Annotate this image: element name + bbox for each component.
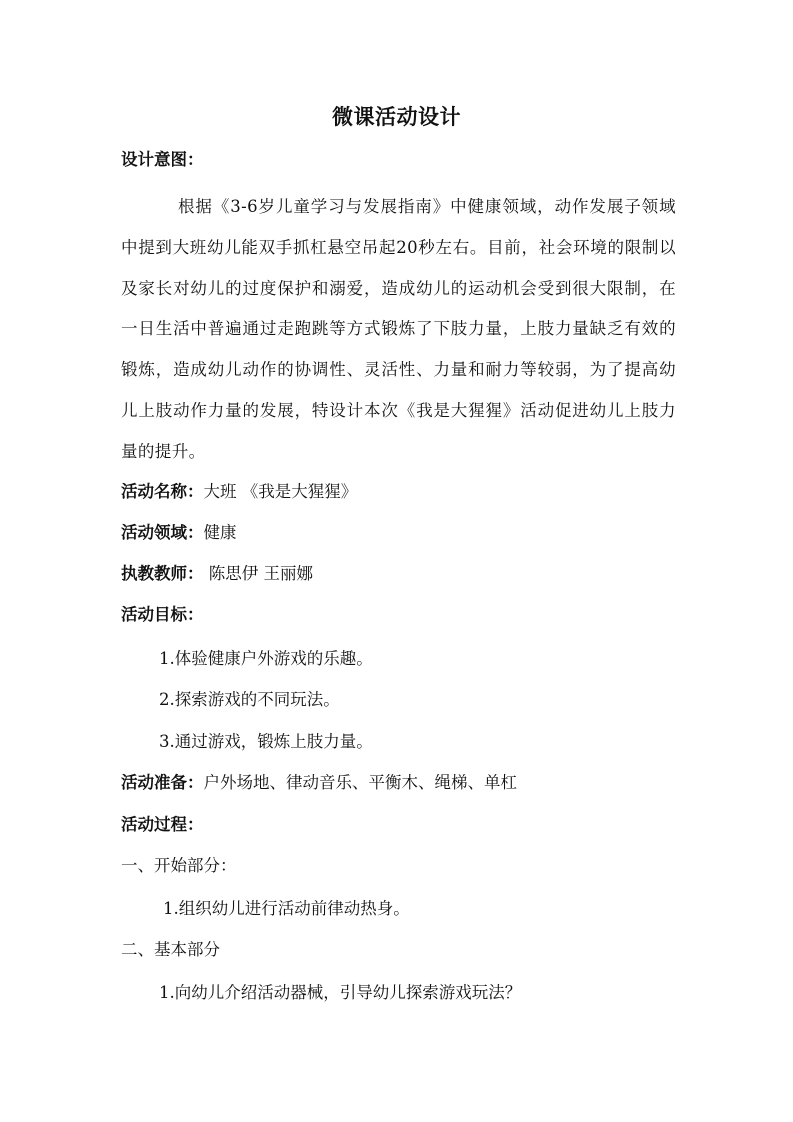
goal-item-1: 1.体验健康户外游戏的乐趣。: [159, 649, 373, 668]
goals-heading: 活动目标：: [121, 605, 204, 624]
prep-label: 活动准备：: [121, 773, 204, 792]
activity-name-row: [121, 481, 357, 503]
intent-heading: 设计意图：: [121, 150, 204, 169]
teacher-value: 陈思伊 王丽娜: [203, 564, 313, 583]
activity-name-value: 大班 《我是大猩猩》: [203, 482, 358, 501]
prep-value: 户外场地、律动音乐、平衡木、绳梯、单杠: [203, 773, 517, 792]
process-heading: 活动过程：: [121, 815, 204, 834]
part1-heading: 一、开始部分：: [121, 856, 237, 875]
intent-paragraph: 根据《3-6岁儿童学习与发展指南》中健康领域，动作发展子领域中提到大班幼儿能双手抓杠悬空吊起20秒左右。目前，社会环境的限制以及家长对幼儿的过度保护和溺爱，造成幼儿的运动机会受到很大限制，在一日生活中普遍通过走跑跳等方式锻炼了下肢力量，上肢力量缺乏有效的锻炼，造成幼儿动作的协调性、灵活性、力量和耐力等较弱，为了提高幼儿上肢动作力量的发展，特设计本次《我是大猩猩》活动促进幼儿上肢力量的提升。: [121, 197, 676, 461]
teacher-row: [121, 563, 313, 585]
activity-domain-value: 健康: [203, 523, 237, 542]
document-title: 微课活动设计: [332, 104, 461, 129]
teacher-label: 执教教师：: [121, 564, 204, 583]
activity-name-label: 活动名称：: [121, 482, 204, 501]
activity-domain-row: [121, 522, 237, 544]
activity-domain-label: 活动领域：: [121, 523, 204, 542]
goal-item-2: 2.探索游戏的不同玩法。: [159, 690, 340, 709]
part2-item: 1.向幼儿介绍活动器械，引导幼儿探索游戏玩法？: [159, 983, 522, 1002]
part2-heading: 二、基本部分: [121, 940, 220, 959]
part1-item: 1.组织幼儿进行活动前律动热身。: [163, 899, 410, 918]
goal-item-3: 3.通过游戏，锻炼上肢力量。: [159, 732, 373, 751]
prep-row: [121, 772, 517, 794]
